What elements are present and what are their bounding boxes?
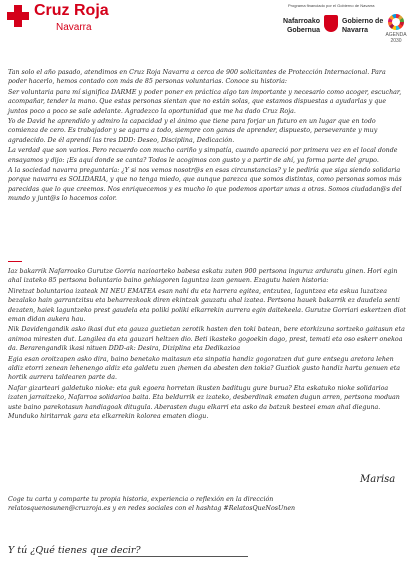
- basque-paragraph: Niretzat boluntarioa izateak NI NEU EMATEA esan nahi du eta harrera egitea, entzutea, laguntzea eta eskua luzatzea bezalako hain garrantzitsu eta beharrezkoak diren ekintzak gauzatu ahal izatea. Pertsona hauek bakarrik ez daudela senti dezaten, haiek laguntzeko prest gaudela eta poliki poliki elkarrekin aurrera egin daitekeela. Gurutze Gorriari eskertzen diot eman didan aukera hau.: [8, 287, 406, 324]
- hashtag-text: y en redes sociales con el hashtag #RelatosQueNosUnen: [112, 505, 296, 512]
- basque-paragraph: Egia esan oroitzapen asko dira, baino benetako maitasun eta sinpatia handiz gogoratzen dut gure entsegu aretora lehen aldiz etorri zenean lehenengo aldiz eta galdetu zuen ¡hemen da abesten den tokia? Guztiok gusto handiz hartu genuen eta hortik aurrera taldearen parte da.: [8, 355, 400, 382]
- basque-paragraph: Nafar gizarteari galdetuko nioke: eta guk egoera horretan ikusten baditugu gure burua? Eta eskatuko nioke solidarioa izaten jarraitzeko, Nafarroa solidarioa baita. Eta beldurrik ez izateko, desberdinak ematen dugun arren, pertsona moduan uste baino parekotasun handiagoak ditugula. Aberasten dugu elkarri eta asko da batzuk besteei eman ahal dieguna. Munduko hiritarrak gara eta elkarrekin kolorea ematen diogu.: [8, 384, 400, 421]
- basque-paragraph: Nik Davidengandik asko ikasi dut eta gauza guztietan zerotik hasten den toki batean, bere etorkizuna sortzeko gaitasun eta animoa miresten dut. Langilea da eta gauzari heltzen dio. Beti ikasteko gogoekin dago, prest, temati eta oso eskerr onekoa da. Berarengandik ikasi nituen DDD-ak: Desira, Diziplina eta Dedikazioa: [8, 326, 405, 353]
- footer-note: [8, 495, 406, 513]
- basque-letter: [8, 267, 406, 423]
- footer-line-2: [8, 504, 406, 513]
- agenda-2030-logo: [384, 12, 412, 52]
- basque-paragraph: Iaz bakarrik Nafarroako Gurutze Gorria nazioarteko babesa eskatu zuten 900 pertsona inguruz arduratu ginen. Hori egin ahal izateko 85 pertsona boluntario baino gehiagoren laguntza izan genuen. Ezagutu haien historia:: [8, 268, 398, 285]
- funding-note: Programa financiado por el Gobierno de Navarra: [288, 3, 375, 8]
- spanish-paragraph: A la sociedad navarra preguntaría: ¿Y si nos vemos nosotr@s en esas circunstancias? y le pediría que siga siendo solidaria porque navarra es SOLIDARIA, y que no tenga miedo, que aunque parezca que somos distintas, como personas somos más parecidas que lo que creemos. Nos enriquecemos y es mucho lo que podemos aportar unas a otras. Somos ciudadan@s del mundo y junt@s lo hacemos color.: [8, 167, 402, 203]
- org-region: Navarra: [56, 22, 92, 33]
- sdg-wheel-icon: [388, 14, 404, 30]
- spanish-letter: [8, 68, 406, 205]
- gov-name-basque: Nafarroako Gobernua: [283, 18, 320, 34]
- spanish-paragraph: Yo de David he aprendido y admiro la capacidad y el ánimo que tiene para forjar un futuro en un lugar que en todo comienza de cero. Es trabajador y se agarra a todo, siempre con ganas de aprender, dispuesto, perseverante y muy agradecido. De él aprendí las tres DDD: Deseo, Disciplina, Dedicación.: [8, 118, 378, 144]
- footer-line-1: Coge tu carta y comparte tu propia historia, experiencia o reflexión en la dirección: [8, 496, 274, 503]
- answer-line: [98, 556, 248, 557]
- page-header: [0, 0, 414, 64]
- red-cross-logo-icon: [7, 5, 29, 27]
- signature: Marisa: [360, 474, 396, 485]
- spanish-paragraph: Ser voluntaria para mí significa DARME y poder poner en práctica algo tan importante y necesario como acoger, escuchar, acompañar, tender la mano. Que estas personas sientan que no están solas, que estamos dispuestas a ayudarlas y que juntos poco a poco se sale adelante. Agradezco la oportunidad que me ha dado Cruz Roja.: [8, 88, 402, 115]
- spanish-paragraph: La verdad que son varios. Pero recuerdo con mucho cariño y simpatía, cuando apareció por primera vez en el local donde ensayamos y dijo: ¡Es aquí donde se canta? Todos le acogimos con gusto y a partir de ahí, ya forma parte del grupo.: [8, 147, 398, 164]
- section-divider: [8, 261, 22, 262]
- agenda-2030-label: AGENDA 2030: [385, 32, 407, 44]
- spanish-paragraph: Tan solo el año pasado, atendimos en Cruz Roja Navarra a cerca de 900 solicitantes de Protección Internacional. Para poder hacerlo, hemos contado con más de 85 personas voluntarias. Conoce su historia:: [8, 69, 386, 86]
- navarra-shield-icon: [324, 15, 338, 32]
- contact-email-link[interactable]: relatosquenosunen@cruzroja.es: [8, 505, 111, 512]
- call-to-action: Y tú ¿Qué tienes que decir?: [8, 545, 141, 556]
- gov-name-spanish: Gobierno de Navarra: [342, 18, 384, 34]
- org-name: Cruz Roja: [34, 2, 109, 19]
